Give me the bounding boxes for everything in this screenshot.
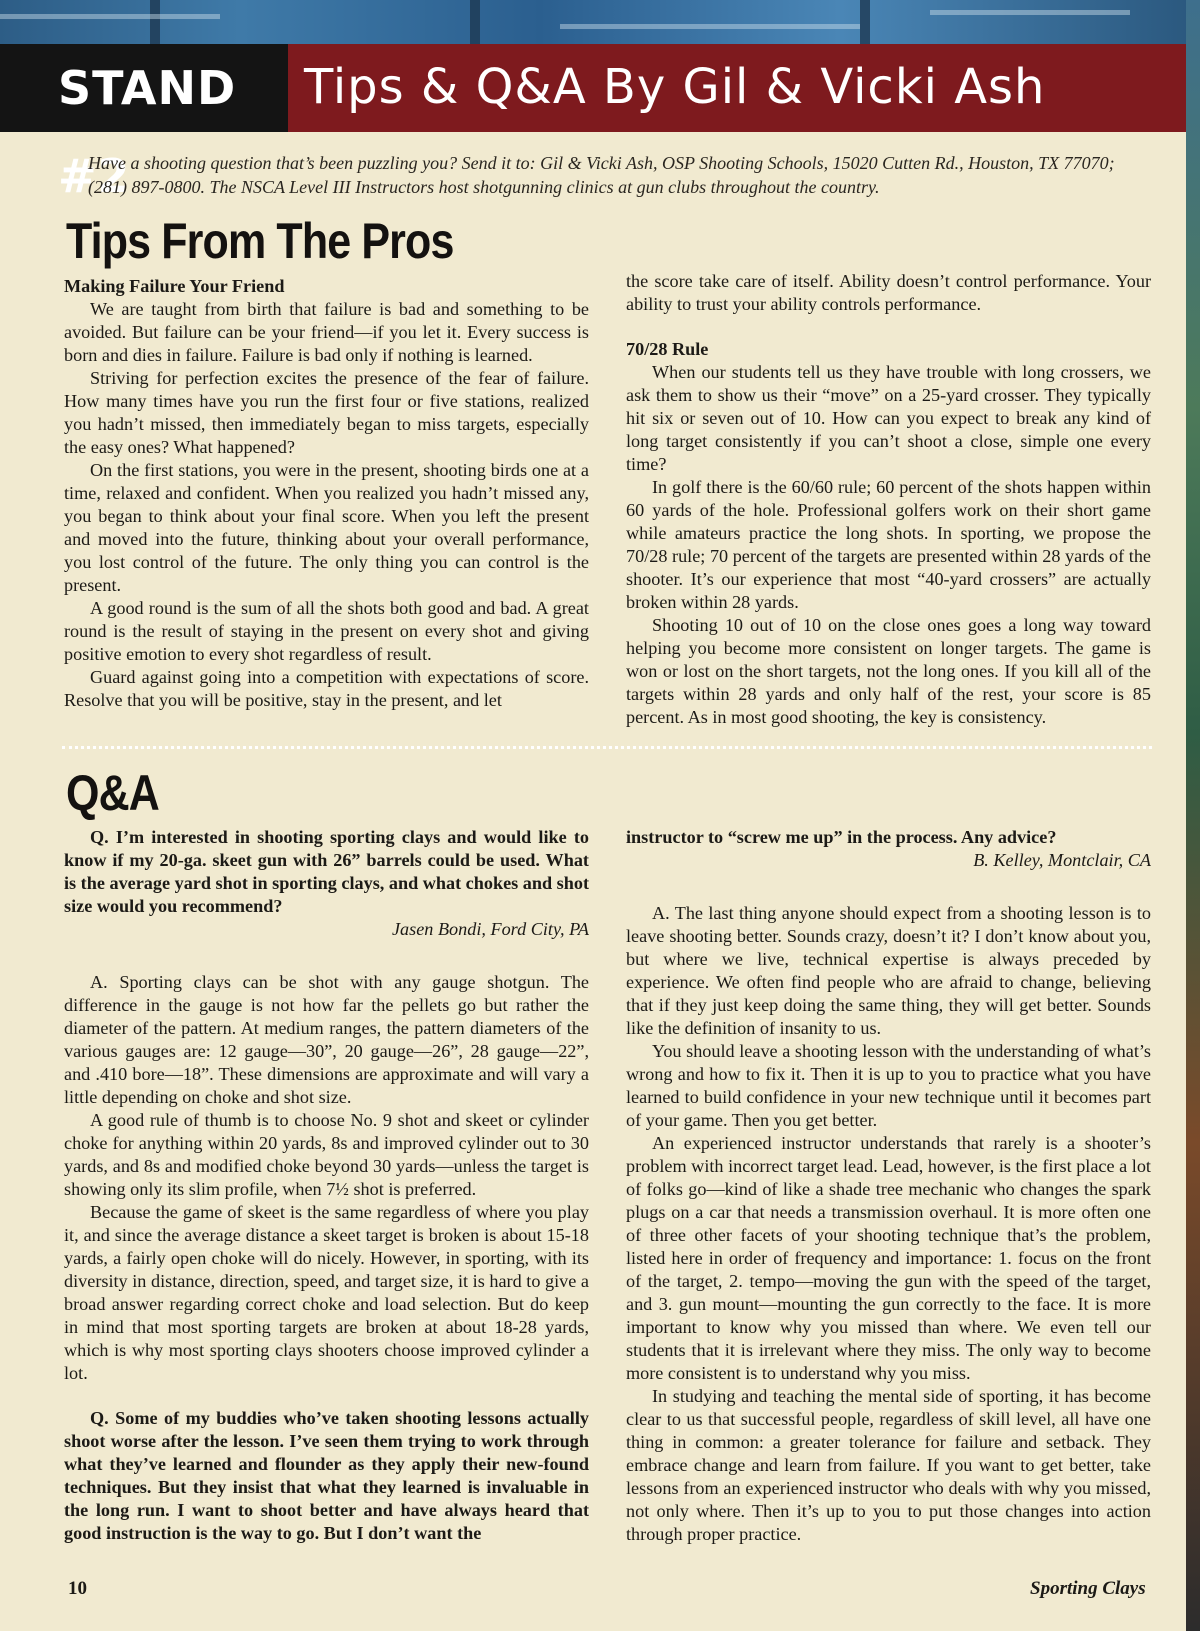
paragraph: A good round is the sum of all the shots both good and bad. A great round is the result of staying in the present on every shot and giving positive emotion to every shot regardless of result.	[64, 598, 589, 664]
tips-right-column	[626, 270, 1151, 729]
paragraph: An experienced instructor understands that rarely is a shooter’s problem with incorrect target lead. Lead, however, is the first place a lot of folks go—kind of like a shade tree mechanic who changes the spark plugs on a car that needs a transmission overhaul. It is more often one of three other facets of your shooting technique that’s the problem, listed here in order of frequency and importance: 1. focus on the front of the target, 2. tempo—moving the gun with the speed of the target, and 3. gun mount—mounting the gun correctly to the face. It is more important to know why you missed than where. We even tell our students that it is irrelevant where they miss. The only way to become more consistent is to understand why you miss.	[626, 1133, 1151, 1383]
paragraph: A. Sporting clays can be shot with any gauge shotgun. The difference in the gauge is not how far the pellets go but rather the diameter of the pattern. At medium ranges, the pattern diameters of the various gauges are: 12 gauge—30”, 20 gauge—26”, 28 gauge—22”, and .410 bore—18”. These dimensions are approximate and will vary a little depending on choke and shot size.	[64, 972, 589, 1107]
paragraph: Striving for perfection excites the presence of the fear of failure. How many times have you run the first four or five stations, realized you hadn’t missed, then immediately began to miss targets, especially the easy ones? What happened?	[64, 368, 589, 457]
banner-title: Tips & Q&A By Gil & Vicki Ash	[304, 59, 1046, 115]
section-subhead: Making Failure Your Friend	[64, 276, 285, 296]
question-paragraph: Q. Some of my buddies who’ve taken shooting lessons actually shoot worse after the lesson. I’ve seen them trying to work through what they’ve learned and flounder as they apply their new-found techniques. But they insist that what they learned is invaluable in the long run. I want to shoot better and have always heard that good instruction is the way to go. But I don’t want the	[64, 1408, 589, 1543]
tips-heading: Tips From The Pros	[66, 213, 454, 269]
tips-left-column	[64, 275, 589, 712]
paragraph: On the first stations, you were in the present, shooting birds one at a time, relaxed and confident. When you realized you hadn’t missed any, you began to think about your final score. When you left the present and moved into the future, thinking about your overall performance, you lost control of the future. The only thing you can control is the present.	[64, 460, 589, 595]
paragraph: You should leave a shooting lesson with the understanding of what’s wrong and how to fix it. Then it is up to you to practice what you have learned to build confidence in your new technique until it becomes part of your game. Then you get better.	[626, 1041, 1151, 1130]
paragraph: We are taught from birth that failure is bad and something to be avoided. But failure can be your friend—if you let it. Every success is born and dies in failure. Failure is bad only if nothing is learned.	[64, 299, 589, 365]
qa-left-column	[64, 826, 589, 1545]
question-paragraph: Q. I’m interested in shooting sporting clays and would like to know if my 20-ga. skeet gun with 26” barrels could be used. What is the average yard shot in sporting clays, and what chokes and shot size would you recommend?	[64, 827, 589, 916]
byline: B. Kelley, Montclair, CA	[973, 850, 1151, 870]
paragraph: Guard against going into a competition with expectations of score. Resolve that you will be positive, stay in the present, and let	[64, 667, 589, 710]
stand-label: STAND #2	[0, 44, 288, 132]
paragraph: Because the game of skeet is the same regardless of where you play it, and since the average distance a skeet target is broken is about 15-18 yards, a fairly open choke will do nicely. However, in sporting, with its diversity in distance, direction, speed, and target size, it is hard to give a broad answer regarding correct choke and load selection. But do keep in mind that most sporting targets are broken at about 18-28 yards, which is why most sporting clays shooters choose improved cylinder a lot.	[64, 1202, 589, 1383]
page-number: 10	[68, 1578, 87, 1599]
paragraph: A good rule of thumb is to choose No. 9 shot and skeet or cylinder choke for anything within 20 yards, 8s and improved cylinder out to 30 yards, and 8s and modified choke beyond 30 yards—unless the target is showing only its slim profile, when 7½ shot is preferred.	[64, 1110, 589, 1199]
paragraph: In studying and teaching the mental side of sporting, it has become clear to us that successful people, regardless of skill level, all have one thing in common: a greater tolerance for failure and setback. They embrace change and learn from failure. If you want to get better, take lessons from an experienced instructor who deals with why you missed, not only where. Then it’s up to you to put those changes into action through proper practice.	[626, 1386, 1151, 1544]
page-edge	[1186, 0, 1200, 1631]
qa-right-column	[626, 826, 1151, 1546]
section-subhead: 70/28 Rule	[626, 339, 709, 359]
qa-heading: Q&A	[66, 765, 159, 821]
paragraph: When our students tell us they have trouble with long crossers, we ask them to show us their “move” on a 25-yard crosser. They typically hit six or seven out of 10. How can you expect to break any kind of long target consistently if you can’t shoot a close, simple one every time?	[626, 362, 1151, 474]
header-photo-strip	[0, 0, 1200, 44]
intro-text: Have a shooting question that’s been puzzling you? Send it to: Gil & Vicki Ash, OSP Shooting Schools, 15020 Cutten Rd., Houston, TX 77070; (281) 897-0800. The NSCA Level III Instructors host shotgunning clinics at gun clubs throughout the country.	[88, 153, 1115, 197]
paragraph: Shooting 10 out of 10 on the close ones goes a long way toward helping you become more consistent on longer targets. The game is won or lost on the short targets, not the long ones. If you kill all of the targets within 28 yards and only half of the rest, your score is 85 percent. As in most good shooting, the key is consistency.	[626, 615, 1151, 727]
byline: Jasen Bondi, Ford City, PA	[391, 919, 589, 939]
magazine-name: Sporting Clays	[1030, 1578, 1146, 1599]
question-paragraph: instructor to “screw me up” in the process. Any advice?	[626, 827, 1057, 847]
paragraph: In golf there is the 60/60 rule; 60 percent of the shots happen within 60 yards of the hole. Professional golfers work on their short game while amateurs practice the long shots. In sporting, we propose the 70/28 rule; 70 percent of the targets are presented within 28 yards of the shooter. It’s our experience that most “40-yard crossers” are actually broken within 28 yards.	[626, 477, 1151, 612]
paragraph: A. The last thing anyone should expect from a shooting lesson is to leave shooting better. Sounds crazy, doesn’t it? I don’t know about you, but where we live, technical expertise is always preceded by experience. We often find people who are afraid to change, believing that if they just keep doing the same thing, they will get better. Sounds like the definition of insanity to us.	[626, 903, 1151, 1038]
section-divider	[62, 746, 1152, 749]
paragraph: the score take care of itself. Ability doesn’t control performance. Your ability to trust your ability controls performance.	[626, 271, 1151, 314]
